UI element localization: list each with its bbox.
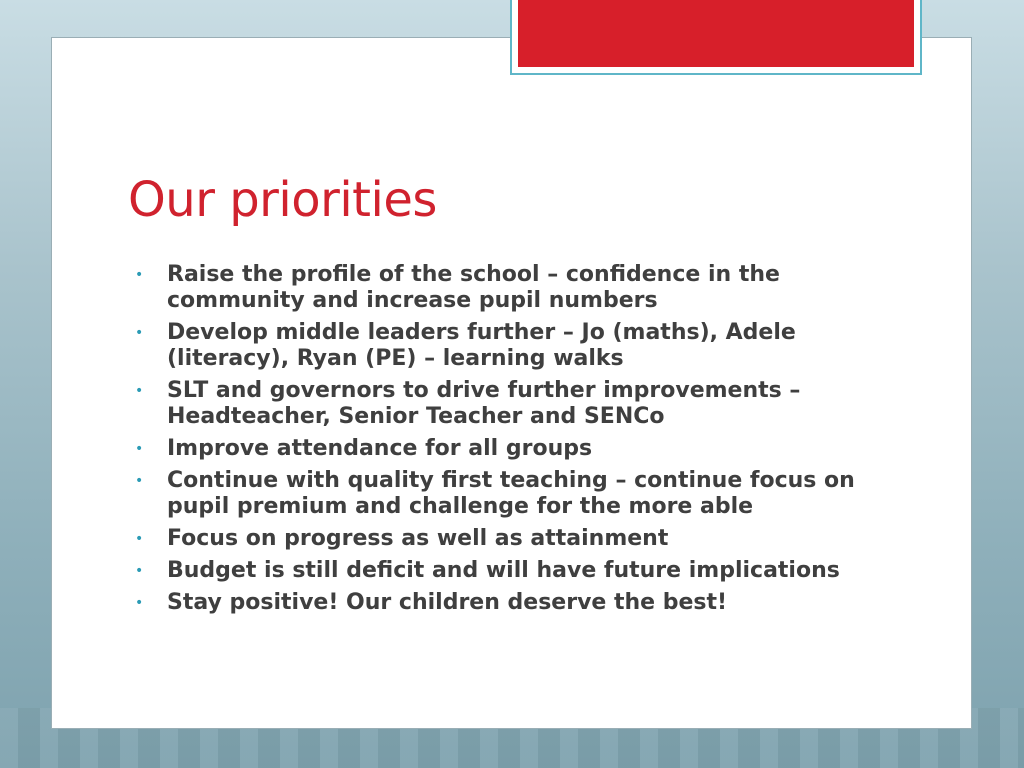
bullet-icon: •	[135, 595, 144, 611]
bullet-text: Develop middle leaders further – Jo (maths), Adele (literacy), Ryan (PE) – learning walks	[167, 320, 796, 371]
bullet-item	[131, 468, 891, 520]
bullet-icon: •	[135, 441, 144, 457]
bullet-item	[131, 436, 891, 462]
bullet-icon: •	[135, 325, 144, 341]
bullet-text: Budget is still deficit and will have future implications	[167, 558, 840, 583]
bullet-icon: •	[135, 563, 144, 579]
bullet-text: Stay positive! Our children deserve the best!	[167, 590, 728, 615]
bullet-text: Improve attendance for all groups	[167, 436, 593, 461]
bullet-text: SLT and governors to drive further improvements – Headteacher, Senior Teacher and SENCo	[167, 378, 801, 429]
bullet-item	[131, 558, 891, 584]
slide-title: Our priorities	[128, 172, 437, 228]
bullet-icon: •	[135, 531, 144, 547]
bullet-item	[131, 320, 891, 372]
bullet-icon: •	[135, 267, 144, 283]
bullet-list	[131, 262, 891, 622]
bullet-item	[131, 378, 891, 430]
bullet-icon: •	[135, 473, 144, 489]
bullet-item	[131, 526, 891, 552]
bullet-item	[131, 590, 891, 616]
header-accent-fill	[518, 0, 914, 67]
bullet-text: Raise the profile of the school – confidence in the community and increase pupil numbers	[167, 262, 780, 313]
bullet-icon: •	[135, 383, 144, 399]
bullet-text: Focus on progress as well as attainment	[167, 526, 669, 551]
header-accent-tab	[510, 0, 922, 75]
bullet-text: Continue with quality first teaching – continue focus on pupil premium and challenge for the more able	[167, 468, 855, 519]
bullet-item	[131, 262, 891, 314]
